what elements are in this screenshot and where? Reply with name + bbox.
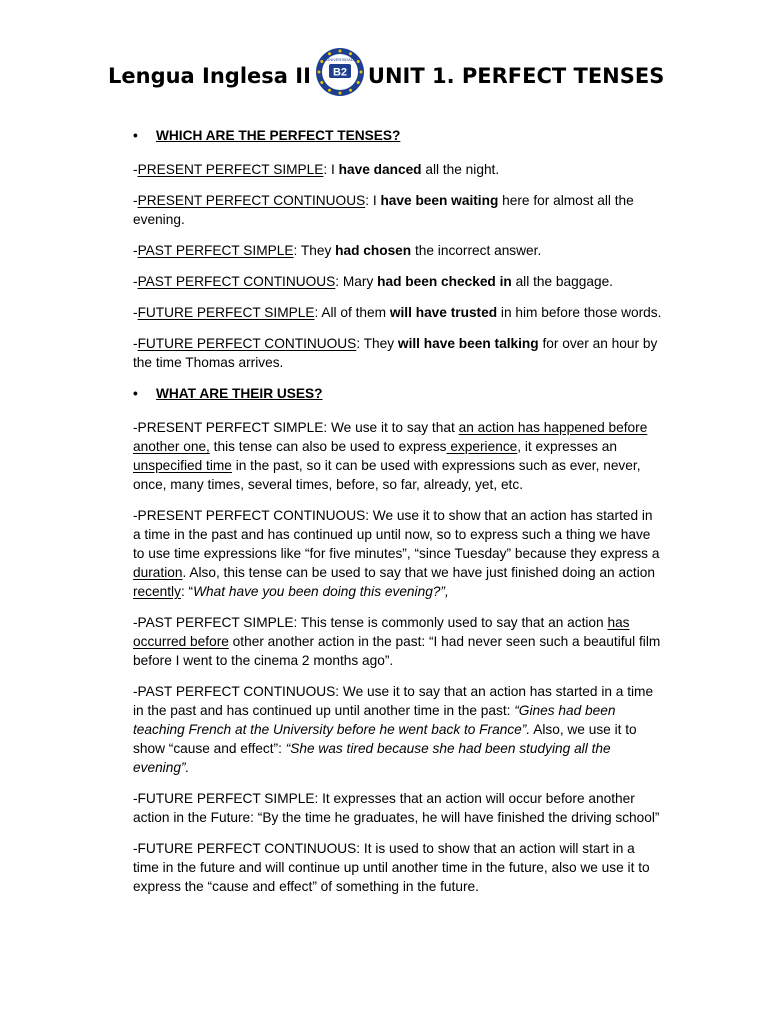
use-text: -PAST PERFECT SIMPLE: This tense is commonly used to say that an action [133,615,608,630]
heading-text: WHICH ARE THE PERFECT TENSES? [156,128,401,143]
b2-seal-icon [315,47,365,97]
use-italic: “Gines had been teaching French at the University before he went back to France”. [133,703,616,737]
use-text: in the past, so it can be used with expressions such as ever, never, once, many times, several times, before, so far, already, yet, etc. [133,458,641,492]
example-pre: : They [293,243,336,258]
example-pre: : All of them [314,305,390,320]
tense-label: PAST PERFECT CONTINUOUS [137,274,336,289]
use-italic: “She was tired because she had been studying all the evening”. [133,741,611,775]
use-past-perfect-continuous [133,682,663,777]
example-past-perfect-simple: -PAST PERFECT SIMPLE: They had chosen the incorrect answer. [133,243,542,258]
example-pre: : I [365,193,381,208]
use-underline: has occurred before [133,615,630,649]
section-heading-uses [133,384,663,403]
use-text: -FUTURE PERFECT CONTINUOUS: It is used to show that an action will start in a time in the future and will continue up until another time in the future, also we use it to express the “cause and effect” of something in the future. [133,841,650,894]
use-text: -PAST PERFECT CONTINUOUS: We use it to say that an action has started in a time in the past and has continued up until another time in the past: [133,684,654,718]
use-text: -PRESENT PERFECT CONTINUOUS: We use it to show that an action has started in a time in the past and has continued up until now, so to express such a thing we have to use time expressions like “for five minutes”, “since Tuesday” because they express a [133,508,660,561]
unit-title: UNIT 1. PERFECT TENSES [367,64,665,88]
use-text: . Also, this tense can be used to say that we have just finished doing an action [182,565,655,580]
use-present-perfect-continuous [133,506,663,601]
seal-top-text: UNIVERSIDAD [326,57,354,62]
example-post: here for almost all the evening. [133,193,634,227]
use-underline: experience [446,439,518,454]
use-underline: unspecified time [133,458,232,473]
example-verb: had chosen [335,243,412,258]
tense-label: FUTURE PERFECT CONTINUOUS [137,336,357,351]
heading-text: WHAT ARE THEIR USES? [156,386,323,401]
example-post: all the baggage. [511,274,613,289]
course-title: Lengua Inglesa II [108,64,311,88]
use-underline: recently [133,584,181,599]
example-present-perfect-continuous: -PRESENT PERFECT CONTINUOUS: I have been waiting here for almost all the evening. [133,193,634,227]
use-text: : “ [180,584,194,599]
use-future-perfect-continuous [133,839,663,896]
seal-badge-text: B2 [332,66,347,79]
use-present-perfect-simple [133,418,663,494]
example-past-perfect-continuous: -PAST PERFECT CONTINUOUS: Mary had been checked in all the baggage. [133,274,613,289]
example-post: for over an hour by the time Thomas arrives. [133,336,658,370]
example-verb: will have been talking [397,336,539,351]
use-underline: an action has happened before another one, [133,420,648,454]
tense-label: PRESENT PERFECT CONTINUOUS [137,193,366,208]
bullet-dot: • [133,128,138,143]
example-future-perfect-continuous: -FUTURE PERFECT CONTINUOUS: They will have been talking for over an hour by the time Thomas arrives. [133,336,658,370]
use-text: this tense can also be used to express [209,439,447,454]
document-body [133,126,663,908]
use-text: -FUTURE PERFECT SIMPLE: It expresses that an action will occur before another action in the Future: “By the time he graduates, he will have finished the driving school” [133,791,660,825]
tense-label: FUTURE PERFECT SIMPLE [137,305,315,320]
use-text: other another action in the past: “I had never seen such a beautiful film before I went to the cinema 2 months ago”. [133,634,661,668]
use-past-perfect-simple [133,613,663,670]
example-pre: : I [323,162,339,177]
use-future-perfect-simple [133,789,663,827]
tense-label: PAST PERFECT SIMPLE [137,243,294,258]
use-italic: What have you been doing this evening?”, [193,584,449,599]
example-verb: have been waiting [380,193,499,208]
bullet-dot: • [133,386,138,401]
example-pre: : They [356,336,398,351]
example-post: all the night. [421,162,500,177]
example-future-perfect-simple: -FUTURE PERFECT SIMPLE: All of them will have trusted in him before those words. [133,305,662,320]
tense-label: PRESENT PERFECT SIMPLE [137,162,324,177]
example-present-perfect-simple: -PRESENT PERFECT SIMPLE: I have danced all the night. [133,162,500,177]
use-text: Also, we use it to show “cause and effect”: [133,722,637,756]
use-underline: duration [133,565,183,580]
example-verb: will have trusted [389,305,498,320]
use-text: -PRESENT PERFECT SIMPLE: We use it to say that [133,420,459,435]
example-verb: have danced [338,162,422,177]
example-pre: : Mary [335,274,378,289]
section-heading-tenses [133,126,663,145]
document-header [108,48,664,104]
example-post: the incorrect answer. [411,243,542,258]
example-verb: had been checked in [377,274,512,289]
example-post: in him before those words. [497,305,662,320]
use-text: , it expresses an [517,439,617,454]
